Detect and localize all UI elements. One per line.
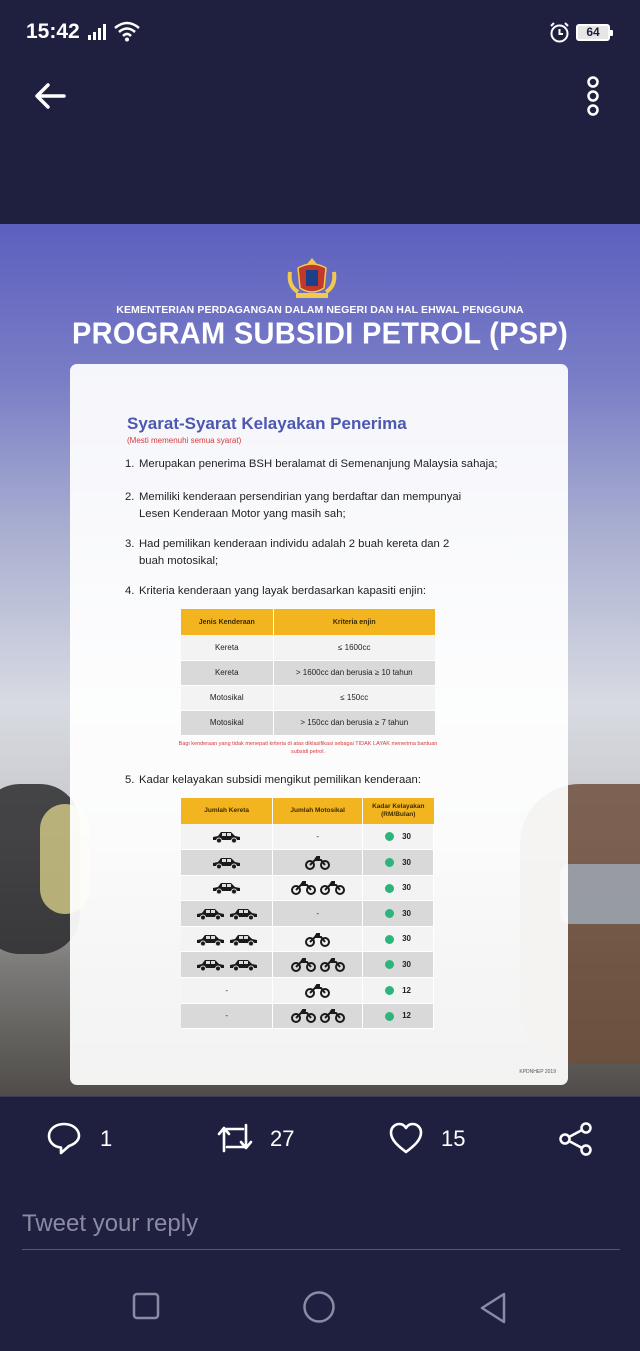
status-time: 15:42 (26, 20, 80, 43)
table-header: Jumlah Kereta (181, 798, 273, 824)
comment-icon (46, 1121, 82, 1155)
criteria-text: Kadar kelayakan subsidi mengikut pemilikan kenderaan: (139, 774, 421, 786)
table-row (181, 660, 435, 685)
document-card (70, 364, 568, 1085)
table-row (181, 685, 435, 710)
rate-dot-icon (385, 832, 394, 841)
table-row (181, 635, 435, 660)
motorcycle-icon (291, 880, 316, 895)
like-count: 15 (441, 1126, 466, 1151)
rate-dot-icon (385, 858, 394, 867)
table-header: Jumlah Motosikal (273, 798, 363, 824)
motorcycle-count-cell (273, 850, 363, 876)
car-count-cell (181, 901, 273, 927)
reply-button[interactable] (46, 1121, 126, 1157)
tweet-actions (0, 1096, 640, 1180)
criteria-item (125, 489, 485, 523)
motorcycle-icon (320, 880, 345, 895)
motorcycle-count-cell (273, 1003, 363, 1029)
car-icon (228, 907, 259, 920)
empty-dash: - (225, 1011, 228, 1021)
table-cell: Motosikal (181, 685, 273, 710)
empty-dash: - (225, 985, 228, 995)
criteria-number: 3. (125, 538, 135, 550)
motorcycle-icon (291, 1008, 316, 1023)
engine-criteria-table (181, 609, 435, 736)
rate-cell (363, 875, 434, 901)
criteria-number: 2. (125, 491, 135, 503)
table-row (181, 710, 435, 735)
criteria-number: 4. (125, 585, 135, 597)
criteria-item (125, 456, 555, 473)
share-button[interactable] (558, 1121, 594, 1157)
retweet-count: 27 (270, 1126, 295, 1151)
car-icon (195, 907, 226, 920)
rate-cell (363, 850, 434, 876)
rate-dot-icon (385, 1012, 394, 1021)
document-credit: KPDNHEP 2019 (519, 1069, 556, 1075)
eligibility-subheading: (Mesti memenuhi semua syarat) (127, 436, 242, 445)
table-cell: ≤ 1600cc (273, 635, 435, 660)
recent-apps-icon[interactable] (132, 1292, 160, 1320)
criteria-text: Kriteria kenderaan yang layak berdasarkan kapasiti enjin: (139, 585, 426, 597)
reply-input[interactable] (22, 1198, 620, 1250)
retweet-button[interactable] (215, 1121, 315, 1157)
rate-value: 12 (402, 1011, 411, 1021)
alarm-icon (549, 22, 570, 43)
car-icon (195, 958, 226, 971)
rate-cell (363, 901, 434, 927)
tweet-image[interactable] (0, 224, 640, 1096)
motorcycle-icon (320, 1008, 345, 1023)
rate-cell (363, 824, 434, 850)
car-icon (211, 856, 242, 869)
rate-dot-icon (385, 935, 394, 944)
car-count-cell (181, 1003, 273, 1029)
status-bar (0, 0, 640, 66)
like-button[interactable] (388, 1121, 488, 1157)
criteria-item (125, 583, 555, 600)
motorcycle-count-cell (273, 978, 363, 1004)
car-count-cell (181, 824, 273, 850)
motorcycle-count-cell (273, 926, 363, 952)
engine-note: Bagi kenderaan yang tidak menepati kriteria di atas diklasifikasi sebagai TIDAK LAYAK menerima bantuan subsidi petrol. (178, 741, 438, 755)
more-vertical-icon[interactable] (578, 74, 608, 120)
rate-value: 30 (402, 908, 411, 918)
rate-value: 30 (402, 857, 411, 867)
eligibility-heading: Syarat-Syarat Kelayakan Penerima (127, 414, 407, 433)
table-header: Kriteria enjin (273, 609, 435, 635)
rate-cell (363, 978, 434, 1004)
rate-value: 30 (402, 831, 411, 841)
criteria-number: 1. (125, 458, 135, 470)
car-count-cell (181, 978, 273, 1004)
motorcycle-count-cell (273, 952, 363, 978)
rate-cell (363, 1003, 434, 1029)
motorcycle-icon (305, 855, 330, 870)
navigation-bar (0, 1262, 640, 1351)
ministry-name: KEMENTERIAN PERDAGANGAN DALAM NEGERI DAN HAL EHWAL PENGGUNA (116, 304, 524, 316)
coat-of-arms-icon (284, 256, 340, 300)
motorcycle-icon (291, 957, 316, 972)
table-header: Jenis Kenderaan (181, 609, 273, 635)
motorcycle-icon (305, 983, 330, 998)
battery-icon: 64 (576, 24, 610, 41)
motorcycle-count-cell (273, 824, 363, 850)
rate-dot-icon (385, 909, 394, 918)
table-cell: > 1600cc dan berusia ≥ 10 tahun (273, 660, 435, 685)
car-count-cell (181, 952, 273, 978)
table-row (181, 850, 434, 876)
rate-value: 30 (402, 883, 411, 893)
car-icon (228, 933, 259, 946)
table-cell: > 150cc dan berusia ≥ 7 tahun (273, 710, 435, 735)
rate-dot-icon (385, 884, 394, 893)
nav-back-icon[interactable] (478, 1292, 508, 1324)
rate-cell (363, 952, 434, 978)
retweet-icon (215, 1121, 255, 1155)
car-icon (211, 830, 242, 843)
program-title: PROGRAM SUBSIDI PETROL (PSP) (71, 317, 569, 351)
table-row (181, 926, 434, 952)
car-count-cell (181, 875, 273, 901)
home-icon[interactable] (302, 1290, 336, 1324)
table-row (181, 978, 434, 1004)
rate-value: 12 (402, 985, 411, 995)
table-cell: Kereta (181, 635, 273, 660)
motorcycle-icon (320, 957, 345, 972)
table-row (181, 875, 434, 901)
table-row (181, 952, 434, 978)
car-icon (195, 933, 226, 946)
rate-dot-icon (385, 986, 394, 995)
car-icon (228, 958, 259, 971)
empty-dash: - (316, 909, 320, 919)
criteria-item (125, 772, 555, 789)
signal-icon (88, 24, 108, 40)
table-row (181, 824, 434, 850)
back-button[interactable] (28, 76, 72, 116)
motorcycle-count-cell (273, 875, 363, 901)
heart-icon (388, 1121, 424, 1155)
rate-value: 30 (402, 934, 411, 944)
subsidy-rate-table (181, 798, 434, 1029)
car-count-cell (181, 850, 273, 876)
criteria-text: Had pemilikan kenderaan individu adalah 2 buah kereta dan 2 buah motosikal; (139, 538, 450, 567)
motorcycle-icon (305, 932, 330, 947)
criteria-text: Memiliki kenderaan persendirian yang berdaftar dan mempunyai Lesen Kenderaan Motor yang masih sah; (139, 491, 462, 520)
rate-value: 30 (402, 960, 411, 970)
table-cell: Motosikal (181, 710, 273, 735)
motorcycle-count-cell (273, 901, 363, 927)
table-row (181, 901, 434, 927)
table-header: Kadar Kelayakan (RM/Bulan) (363, 798, 434, 824)
empty-dash: - (316, 832, 320, 842)
table-cell: Kereta (181, 660, 273, 685)
rate-dot-icon (385, 960, 394, 969)
criteria-number: 5. (125, 774, 135, 786)
reply-count: 1 (100, 1126, 113, 1151)
table-cell: ≤ 150cc (273, 685, 435, 710)
table-row (181, 1003, 434, 1029)
share-icon (558, 1121, 594, 1157)
wifi-icon (114, 21, 140, 42)
car-count-cell (181, 926, 273, 952)
car-icon (211, 881, 242, 894)
bg-fuel-pump (560, 864, 640, 924)
rate-cell (363, 926, 434, 952)
criteria-item (125, 536, 465, 570)
criteria-text: Merupakan penerima BSH beralamat di Semenanjung Malaysia sahaja; (139, 458, 498, 470)
